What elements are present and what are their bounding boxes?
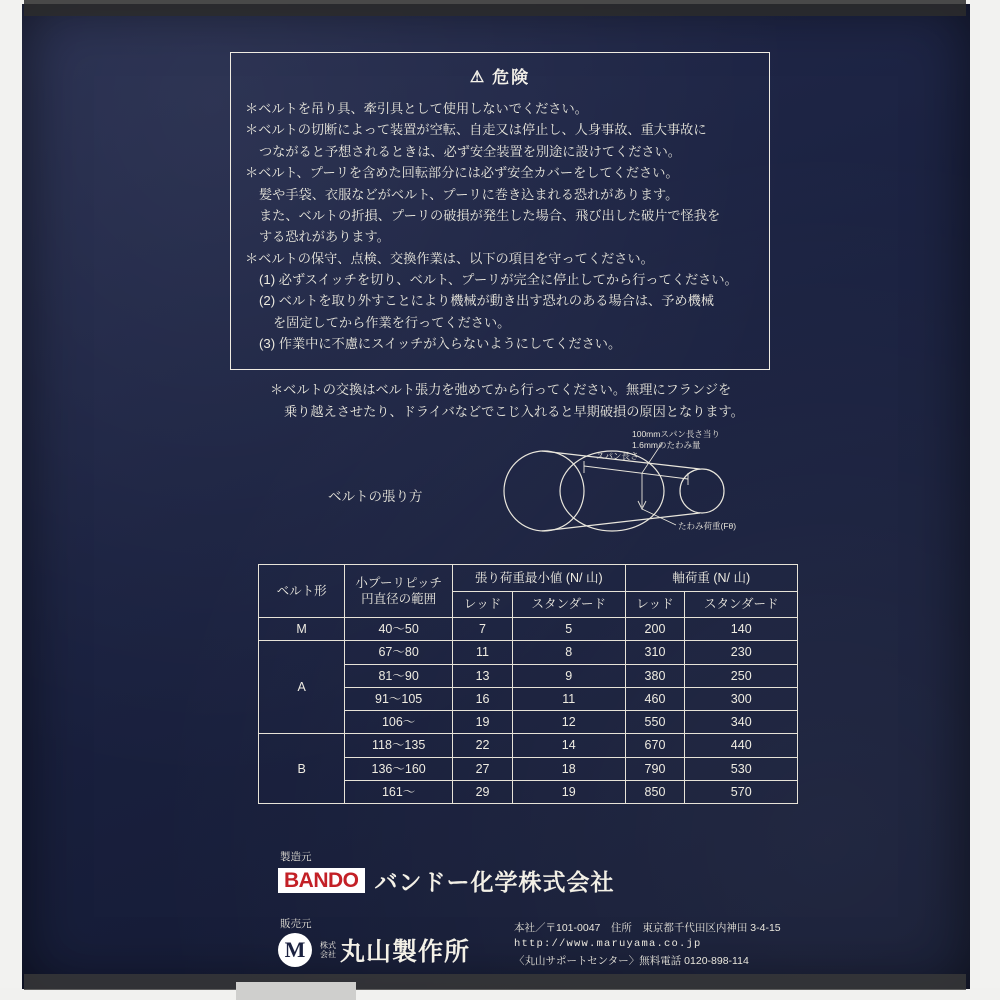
bando-company-name: バンドー化学株式会社 bbox=[374, 869, 615, 895]
cell-belt-type: A bbox=[259, 641, 345, 734]
cell-tension-std: 5 bbox=[513, 618, 626, 641]
cell-range: 91〜105 bbox=[345, 687, 453, 710]
danger-line: を固定してから作業を行ってください。 bbox=[273, 314, 511, 330]
package-top-shadow bbox=[24, 0, 966, 16]
cell-tension-std: 9 bbox=[513, 664, 626, 687]
th-tension-min: 張り荷重最小値 (N/ 山) bbox=[453, 565, 625, 592]
maruyama-logo-icon: M bbox=[278, 933, 312, 967]
cell-tension-red: 16 bbox=[453, 687, 513, 710]
th-pulley-pitch bbox=[345, 565, 453, 618]
maruyama-kabu-line2: 会社 bbox=[320, 950, 336, 959]
paper-edge-left bbox=[0, 0, 24, 1000]
manufacturer-brand bbox=[278, 864, 615, 897]
cell-tension-std: 19 bbox=[513, 780, 626, 803]
th-shaft-load: 軸荷重 (N/ 山) bbox=[625, 565, 798, 592]
cell-shaft-red: 310 bbox=[625, 641, 685, 664]
diagram-span-label: スパン長さ bbox=[596, 451, 639, 461]
seller-label: 販売元 bbox=[280, 918, 312, 930]
address-line-2: http://www.maruyama.co.jp bbox=[514, 938, 702, 951]
danger-title bbox=[245, 63, 755, 88]
warning-triangle-icon: ⚠ bbox=[469, 69, 487, 86]
product-package-face bbox=[22, 4, 970, 989]
spec-table bbox=[258, 564, 798, 804]
cell-shaft-red: 550 bbox=[625, 711, 685, 734]
th-pulley-pitch-line1: 小プーリピッチ bbox=[355, 575, 442, 590]
cell-tension-red: 29 bbox=[453, 780, 513, 803]
danger-title-text: 危険 bbox=[492, 68, 531, 87]
maruyama-kabu-line1: 株式 bbox=[320, 940, 336, 950]
th-shaft-red: レッド bbox=[625, 591, 685, 618]
cell-shaft-std: 300 bbox=[685, 687, 798, 710]
th-tension-standard: スタンダード bbox=[513, 591, 626, 618]
diagram-deflection-note bbox=[632, 429, 720, 450]
cell-tension-red: 22 bbox=[453, 734, 513, 757]
cell-range: 106〜 bbox=[345, 711, 453, 734]
maruyama-company-name: 丸山製作所 bbox=[340, 939, 471, 966]
spec-table-head bbox=[259, 565, 798, 618]
cell-tension-red: 11 bbox=[453, 641, 513, 664]
cell-tension-std: 11 bbox=[513, 687, 626, 710]
cell-tension-std: 12 bbox=[513, 711, 626, 734]
danger-line: ＊ベルトの保守、点検、交換作業は、以下の項目を守ってください。 bbox=[245, 250, 654, 266]
cell-range: 40〜50 bbox=[345, 618, 453, 641]
th-pulley-pitch-line2: 円直径の範囲 bbox=[361, 592, 437, 606]
spec-table-wrapper bbox=[258, 564, 798, 804]
belt-tension-diagram bbox=[492, 429, 782, 554]
diagram-deflection-note-line1: 100mmスパン長さ当り bbox=[632, 429, 720, 439]
cell-tension-red: 13 bbox=[453, 664, 513, 687]
danger-line: また、ベルトの折損、プーリの破損が発生した場合、飛び出した破片で怪我を bbox=[259, 207, 721, 223]
table-row bbox=[259, 618, 798, 641]
replacement-note-line2: 乗り越えさせたり、ドライバなどでこじ入れると早期破損の原因となります。 bbox=[284, 403, 744, 419]
table-row bbox=[259, 641, 798, 664]
danger-line: ＊ベルト、プーリを含めた回転部分には必ず安全カバーをしてください。 bbox=[245, 165, 679, 181]
cell-belt-type: B bbox=[259, 734, 345, 804]
cell-tension-std: 14 bbox=[513, 734, 626, 757]
address-line-1: 本社／〒101-0047 住所 東京都千代田区内神田 3-4-15 bbox=[514, 922, 781, 934]
package-bottom-shadow bbox=[24, 974, 966, 990]
address-line-3: 〈丸山サポートセンター〉無料電話 0120-898-114 bbox=[514, 954, 749, 967]
cell-shaft-red: 790 bbox=[625, 757, 685, 780]
danger-line: 髪や手袋、衣服などがベルト、プーリに巻き込まれる恐れがあります。 bbox=[259, 186, 679, 202]
cell-range: 67〜80 bbox=[345, 641, 453, 664]
manufacturer-label: 製造元 bbox=[280, 851, 312, 863]
cell-tension-red: 19 bbox=[453, 711, 513, 734]
cell-tension-red: 27 bbox=[453, 757, 513, 780]
cell-shaft-std: 230 bbox=[685, 641, 798, 664]
th-tension-red: レッド bbox=[453, 591, 513, 618]
danger-line: つながると予想されるときは、必ず安全装置を別途に設けてください。 bbox=[259, 143, 681, 159]
cell-tension-std: 8 bbox=[513, 641, 626, 664]
seller-address-block bbox=[514, 920, 781, 969]
diagram-deflection-note-line2: 1.6mmのたわみ量 bbox=[632, 439, 701, 450]
cell-range: 161〜 bbox=[345, 780, 453, 803]
cell-range: 118〜135 bbox=[345, 734, 453, 757]
cell-shaft-std: 340 bbox=[685, 711, 798, 734]
replacement-note bbox=[270, 379, 790, 423]
cell-range: 136〜160 bbox=[345, 757, 453, 780]
replacement-note-line1: ＊ベルトの交換はベルト張力を弛めてから行ってください。無理にフランジを bbox=[270, 382, 732, 397]
cell-shaft-red: 380 bbox=[625, 664, 685, 687]
danger-line: (3) 作業中に不慮にスイッチが入らないようにしてください。 bbox=[259, 336, 622, 352]
diagram-load-label: たわみ荷重(Fθ) bbox=[678, 521, 737, 531]
th-shaft-standard: スタンダード bbox=[685, 591, 798, 618]
danger-notice-box bbox=[230, 52, 770, 370]
cell-shaft-std: 140 bbox=[685, 618, 798, 641]
cell-belt-type: M bbox=[259, 618, 345, 641]
cell-shaft-std: 570 bbox=[685, 780, 798, 803]
cell-tension-red: 7 bbox=[453, 618, 513, 641]
danger-line: (2) ベルトを取り外すことにより機械が動き出す恐れのある場合は、予め機械 bbox=[259, 293, 714, 309]
spec-table-body bbox=[259, 618, 798, 804]
bando-logo: BANDO bbox=[278, 868, 365, 893]
diagram-caption: ベルトの張り方 bbox=[328, 489, 423, 504]
table-header-row bbox=[259, 565, 798, 592]
cell-shaft-red: 200 bbox=[625, 618, 685, 641]
th-belt-type: ベルト形 bbox=[259, 565, 345, 618]
cell-shaft-std: 440 bbox=[685, 734, 798, 757]
danger-line: する恐れがあります。 bbox=[259, 229, 390, 245]
package-bottom-tab bbox=[236, 982, 356, 1000]
maruyama-kabushikigaisha bbox=[320, 941, 336, 959]
cell-shaft-std: 530 bbox=[685, 757, 798, 780]
cell-tension-std: 18 bbox=[513, 757, 626, 780]
cell-shaft-red: 670 bbox=[625, 734, 685, 757]
table-row bbox=[259, 734, 798, 757]
cell-range: 81〜90 bbox=[345, 664, 453, 687]
seller-brand bbox=[278, 932, 470, 968]
paper-edge-right bbox=[966, 0, 1000, 1000]
danger-line: ＊ベルトの切断によって装置が空転、自走又は停止し、人身事故、重大事故に bbox=[245, 122, 707, 138]
cell-shaft-red: 460 bbox=[625, 687, 685, 710]
cell-shaft-red: 850 bbox=[625, 780, 685, 803]
cell-shaft-std: 250 bbox=[685, 664, 798, 687]
danger-line: ＊ベルトを吊り具、牽引具として使用しないでください。 bbox=[245, 101, 588, 116]
danger-line: (1) 必ずスイッチを切り、ベルト、プーリが完全に停止してから行ってください。 bbox=[259, 272, 738, 287]
